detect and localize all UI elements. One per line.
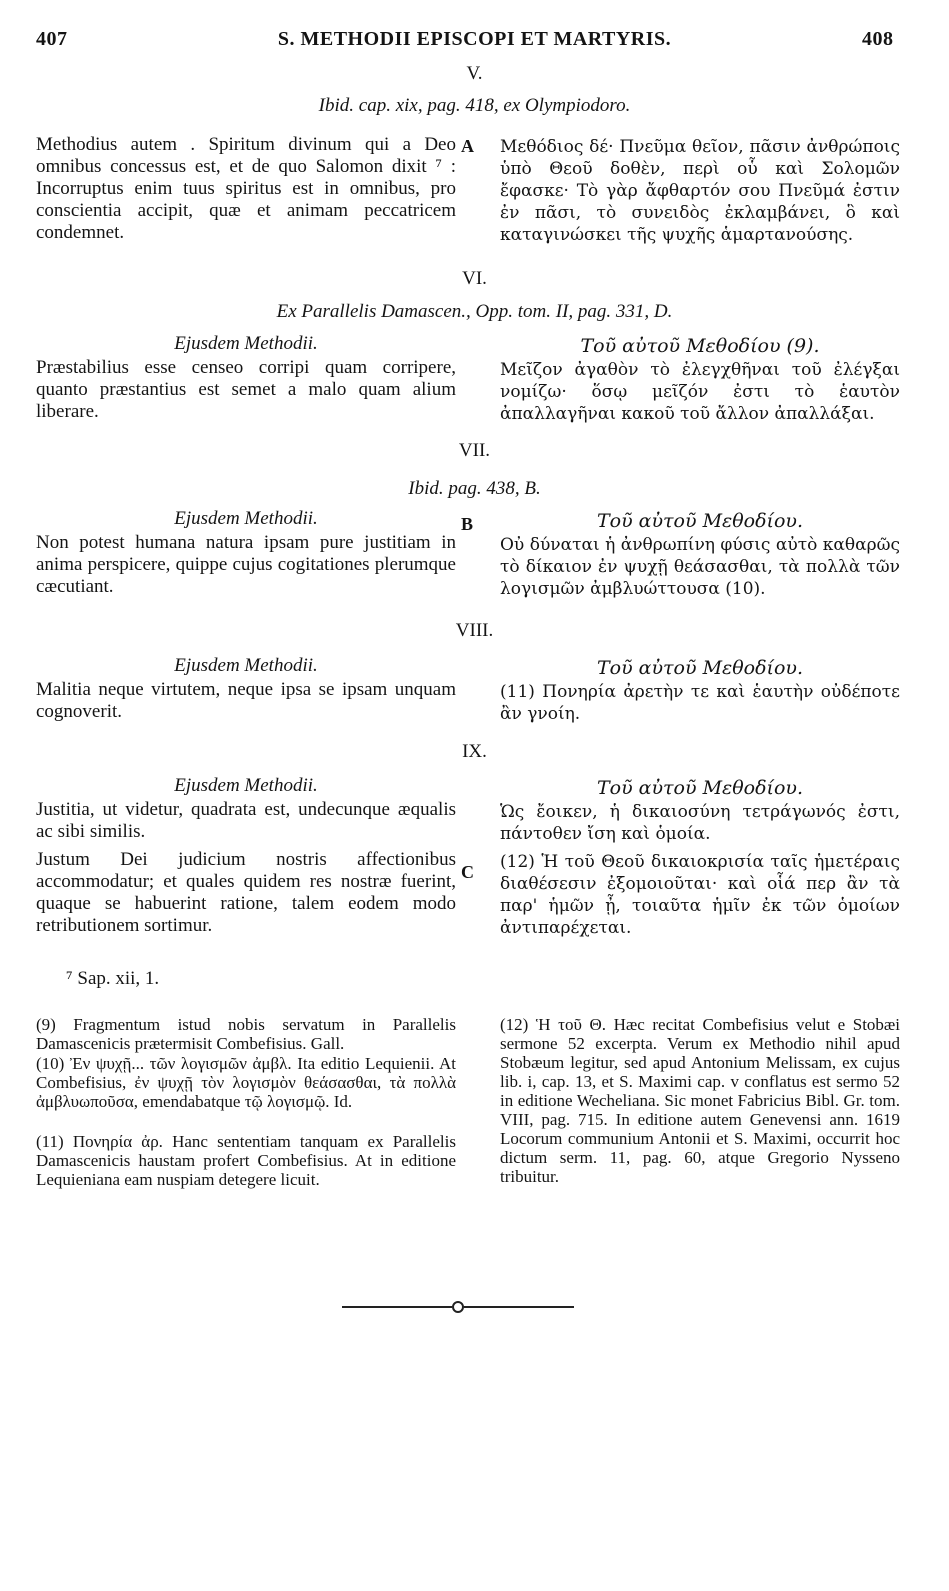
section-vi-greek-attribution: Τοῦ αὐτοῦ Μεθοδίου (9). [580,335,820,357]
section-vi-latin: Præstabilius esse censeo corripi quam corripere, quanto præstantius est semet a malo quam alium liberare. [36,357,456,422]
section-vii-latin-attribution: Ejusdem Methodii. [174,508,318,529]
section-vi-latin-attribution: Ejusdem Methodii. [174,333,318,354]
section-ix-latin-attribution: Ejusdem Methodii. [174,775,318,796]
section-vii-greek-attribution: Τοῦ αὐτοῦ Μεθοδίου. [596,510,804,532]
section-vi-greek: Μεῖζον ἀγαθὸν τὸ ἐλεγχθῆναι τοῦ ἐλέγξαι νομίζω· ὅσῳ μεῖζόν ἐστι τὸ ἑαυτὸν ἀπαλλαγῆναι κακοῦ τοῦ ἄλλον ἀπαλλάξαι. [500,360,900,424]
page-number-left: 407 [36,28,68,50]
scripture-footnote: ⁷ Sap. xii, 1. [66,968,160,989]
section-viii-greek-attribution: Τοῦ αὐτοῦ Μεθοδίου. [596,657,804,679]
section-vii-source: Ibid. pag. 438, B. [408,478,541,499]
section-ix-latin-2: Justum Dei judicium nostris affectionibus accommodatur; et quales quidem res nostræ fuerint, quaque se habuerint ratione, talem eodem modo retributionem sortimur. [36,849,456,936]
section-viii-greek: (11) Πονηρία ἀρετὴν τε καὶ ἑαυτὴν οὐδέποτε ἂν γνοίη. [500,682,900,724]
section-numeral-v: V. [466,63,483,84]
page-number-right: 408 [862,28,894,50]
section-ix-latin-1: Justitia, ut videtur, quadrata est, undecunque æqualis ac sibi similis. [36,799,456,842]
section-vii-greek: Οὐ δύναται ἡ ἀνθρωπίνη φύσις αὐτὸ καθαρῶς τὸ δίκαιον ἐν ψυχῇ θεάσασθαι, τὰ πολλὰ τῶν λογισμῶν ἀμβλυώττουσα (10). [500,535,900,599]
margin-letter-a: A [461,136,474,156]
section-numeral-ix: IX. [462,741,487,762]
footnote-10: (10) Ἐν ψυχῇ... τῶν λογισμῶν ἀμβλ. Ita editio Lequienii. At Combefisius, ἐν ψυχῇ τὸν λογισμὸν θεάσασθαι, τὰ πολλὰ ἀμβλυωποῦσα, emendabatque τῷ λογισμῷ. Id. [36,1054,456,1111]
section-viii-latin-attribution: Ejusdem Methodii. [174,655,318,676]
section-viii-latin: Malitia neque virtutem, neque ipsa se ipsam unquam cognoverit. [36,679,456,722]
section-numeral-viii: VIII. [455,620,494,641]
section-vii-latin: Non potest humana natura ipsam pure justitiam in anima perspicere, quippe cujus cogitationes plerumque cæcutiant. [36,532,456,597]
footnote-12: (12) Ἡ τοῦ Θ. Hæc recitat Combefisius velut e Stobæi sermone 52 excerpta. Verum ex Methodio nihil apud Stobæum legitur, sed apud Antonium Melissam, ex cujus lib. i, cap. 13, et S. Maximi cap. v conflatus est sermo 52 in editione Wecheliana. Sic monet Fabricius Bibl. Gr. tom. VIII, pag. 715. In editione autem Genevensi ann. 1619 Locorum communium Antonii et S. Maximi, occurrit hoc dictum serm. 11, pag. 60, atque Gregorio Nysseno tribuitur. [500,1015,900,1186]
footnote-9: (9) Fragmentum istud nobis servatum in Parallelis Damascenicis prætermisit Combefisius. Gall. [36,1015,456,1053]
section-ix-greek-2: (12) Ἡ τοῦ Θεοῦ δικαιοκρισία ταῖς ἡμετέραις διαθέσεσιν ἐξομοιοῦται· καὶ οἷά περ ἂν τὰ παρ' ἡμῶν ᾖ, τοιαῦτα ἡμῖν ἐκ τῶν ὁμοίων ἀντιπαρέχεται. [500,852,900,938]
section-v-latin: Methodius autem . Spiritum divinum qui a Deo omnibus concessus est, et de quo Salomon dixit ⁷ : Incorruptus enim tuus spiritus est in omnibus, pro conscientia accipit, quæ et animam peccatricem condemnet. [36,134,456,243]
section-ix-greek-1: Ὡς ἔοικεν, ἡ δικαιοσύνη τετράγωνός ἐστι, πάντοθεν ἴση καὶ ὁμοία. [500,802,900,844]
ornament-center-icon [452,1301,464,1313]
ornament-rule-left [342,1306,452,1308]
running-title: S. METHODII EPISCOPI ET MARTYRIS. [277,28,672,50]
section-numeral-vii: VII. [458,440,491,461]
section-v-greek: Μεθόδιος δέ· Πνεῦμα θεῖον, πᾶσιν ἀνθρώποις ὑπὸ Θεοῦ δοθὲν, περὶ οὗ καὶ Σολομῶν ἔφασκε· Τὸ γὰρ ἄφθαρτόν σου Πνεῦμά ἐστιν ἐν πᾶσι, τὸ συνειδὸς ἐκλαμβάνει, ὃ καὶ καταγινώσκει τῆς ψυχῆς ἁμαρτανούσης. [500,137,900,245]
margin-letter-c: C [461,862,474,882]
section-ix-greek-attribution: Τοῦ αὐτοῦ Μεθοδίου. [596,777,804,799]
footnote-11: (11) Πονηρία ἀρ. Hanc sententiam tanquam ex Parallelis Damascenicis haustam profert Combefisius. At in editione Lequieniana eam nuspiam detegere licuit. [36,1132,456,1189]
section-numeral-vi: VI. [462,268,487,289]
section-v-source: Ibid. cap. xix, pag. 418, ex Olympiodoro. [318,95,631,116]
margin-letter-b: B [461,514,474,534]
section-vi-source: Ex Parallelis Damascen., Opp. tom. II, pag. 331, D. [276,301,673,322]
ornament-rule-right [464,1306,574,1308]
